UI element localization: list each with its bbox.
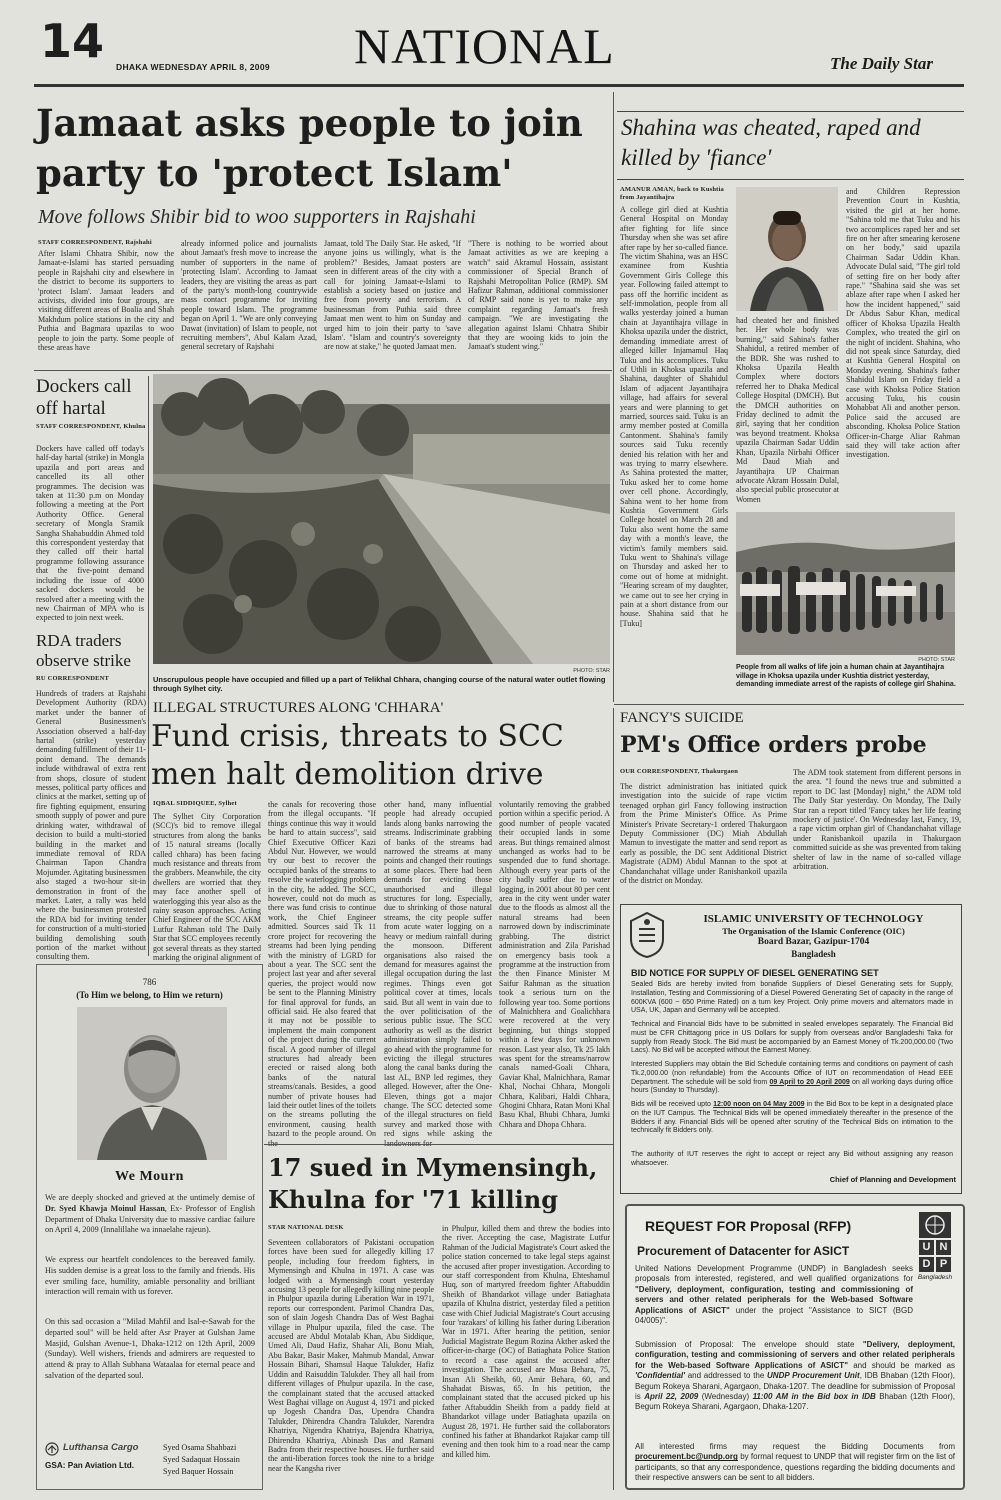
mourn-p3: On this sad occasion a "Milad Mahfil and Isal-e-Sawab for the departed soul" will be held after Asr Prayer at Gulshan Jame Masjid, Gulshan Avenue-1, Dhaka-1212 on 12th April, 2009 (Sunday). Well wishers, friends and admirers are requested to attend & pray to Allah Subhana Wataalaa for eternal peace and salvation of the departed soul. xyxy=(45,1317,255,1380)
mourn-p1-text-b: , Ex- Professor of English Department of Dhaka University due to massive cardiac failure on April 4, 2009 (Innalillahe wa innaelahe rajeun). xyxy=(45,1203,255,1235)
jamaat-bottom-rule xyxy=(34,370,612,371)
shahina-col-2: had cheated her and finished her. Her whole body was burning," said Sahina's father Shahidul, a retired member of the BDR. She was rushed to Khoksa Upazila Health Complex where doctors referred her to Dhaka Medical College Hospital (DMCH). But the DMCH authorities on Friday declined to admit the girl, saying that her condition was beyond treatment. Khoksa upazila Chairman Sadar Uddin Khan, Upazila Nirbahi Officer Md Daud Miah and Jayantihajra UP Chairman advocate Akram Hossain Dulal, also special public prosecutor at Women xyxy=(736,316,839,504)
mourn-portrait-photo xyxy=(77,1007,227,1160)
iut-p3 xyxy=(631,1061,953,1097)
rfp-p3-text-c: by formal request to UNDP that will register firm on the list of participants, so that any correspondence, questions regarding the bidding documents and their respective answers can be sent to all bidders. xyxy=(635,1452,955,1483)
iut-p4 xyxy=(631,1101,953,1146)
fund-col-4: voluntarily removing the grabbed portion within a specific period. A good number of people vacated their occupied lands in some areas. But things remained almost unchanged as works had to be suspended due to fund shortage. Although every year parts of the city badly suffer due to water logging, in 2001 about 80 per cent area in the city went under water due to the floods as almost all the natural streams had been narrowed down by indiscriminate grabbing. The district administration and Zila Parishad on emergency basis took a programme at the instruction from the then Finance Minister M Saifur Rahman as the situation took a serious turn on the following year too. Some portions of Malnichhera and Goalichhara were recovered at the very beginning, but things stopped within a few days for unknown reason. Last year also, Tk 25 lakh was spent for the streams/narrow canals named-Goali Chhara, Gaviar Khal, Malnichhara, Ramar Khal, Nochai Chhara, Mongoli Chhara, Kalibari, Haldi Chhara, Ghogini Chhara, Ratan Moni Khal Basu Khal, Bhubi Chhara, Jumki Chhara and Dhopa Chhara. xyxy=(499,800,610,1129)
rfp-p2-text-i: (Wednesday) xyxy=(698,1392,753,1402)
jamaat-headline: Jamaat asks people to join party to 'protect Islam' xyxy=(36,101,583,195)
mourn-p1 xyxy=(45,1193,255,1249)
sued-col-1: Seventeen collaborators of Pakistani occupation forces have been sued for allegedly killing 17 people, including four freedom fighters, in Mymensingh and Khulna in 1971. A case was lodged with a Mymensingh court yesterday accusing 13 people for allegedly killing nine people in Phulpur upazila during Liberation War in 1971, reports our correspondent. Parimol Chandra Das, son of slain Jogesh Chandra Das of West Baghai village in Phulpur upazila, filed the case. The accused are Abdul Motalab Khan, Abu Siddique, Umed Ali, Daud Hafiz, Shahar Ali, Bonu Miah, Abu Bakar, Basir Maker, Mahmub Mandal, Anwar Hossain Bihari, Shamsul Haque Talukder, Hafiz Uddin and Raisuddin Talukder. They all hail from different villages of Phulpur upazila. In the case, the complainant stated that the accused attacked West Baghai village on August 4, 1971 and picked up Jogesh Chandra Das, Upendra Chandra Talukder, Dhirendra Chandra Talukder, Narendra Khatriya, Nigendra Khatriya, Bajendra Khatriya, Dhirendra Khatriya, Abinash Das and Ramani Badra from their respective houses. He further said the anti-liberation forces took the nine to a bridge near the Kangsha river xyxy=(268,1238,434,1473)
gsa-text: GSA: Pan Aviation Ltd. xyxy=(45,1461,135,1470)
iut-address: Board Bazar, Gazipur-1704 xyxy=(757,937,870,947)
mourn-title: We Mourn xyxy=(115,1169,184,1184)
iut-p5: The authority of IUT reserves the right to accept or reject any Bid without assigning any reason whatsoever. xyxy=(631,1151,953,1167)
dockers-body: Dockers have called off today's half-day hartal (strike) in Mongla upazila and port areas and cancelled its all other programmes. The decision was taken at 11:30 p.m on Monday following a meeting at the Port Authority Office. General secretary of Mongla Sramik Sangha Shahabuddin Ahmed told this correspondent yesterday that they called off their hartal programme following assurance that the five-point demand including the issue of 4000 sacked dockers would be resolved after a meeting with the new Chairman of MPA who is expected to join next week. xyxy=(36,444,144,623)
rfp-p2-deadline-time: 11:00 AM in the Bid box in IDB xyxy=(752,1392,876,1402)
pm-col-1: The district administration has initiated quick investigation into the suicide of rape victim teenaged orphan girl Fancy following instruction from the Prime Minister's Office. As Prime Minister's Private Secretary-1 ordered Thakurgaon Deputy Commissioner (DC) Miah Abdullah Mamun to investigate the matter and send report as early as possible, the DC sent Additional District Magistrate (ADM) Abdul Mannan to the spot at Chandanchahat village under Ranishankoil upazila of the district on Monday. xyxy=(620,782,787,886)
masthead-rule xyxy=(34,84,964,87)
signatory-3: Syed Baquer Hossain xyxy=(163,1467,234,1476)
iut-signature: Chief of Planning and Development xyxy=(829,1175,956,1184)
paper-name: The Daily Star xyxy=(830,54,933,73)
rfp-p2-confidential: 'Confidential' xyxy=(635,1371,686,1381)
rda-headline: RDA traders observe strike xyxy=(36,631,131,670)
dockers-headline: Dockers call off hartal xyxy=(36,376,132,419)
human-chain-svg xyxy=(736,512,955,655)
lufthansa-logo xyxy=(45,1441,155,1457)
section-title: NATIONAL xyxy=(354,18,615,74)
rfp-p2-text-a: Submission of Proposal: The envelope should state xyxy=(635,1340,863,1349)
rfp-p2-text-g: , IDB Bhaban (12th Floor), Begum Rokeya Sharani, Agargaon, Dhaka-1207. The deadline for submission of Proposal is xyxy=(635,1371,955,1402)
sued-col-2: in Phulpur, killed them and threw the bodies into the river. Accepting the case, Magistrate Lutfur Rahman of the Judicial Magistrate's Court asked the police station concerned to take legal steps against the accused after proper investigation. According to our staff correspondent from Khulna, Ehteshamul Huq, son of martyred freedom fighter Aftabuddin Sheikh of Bhandarkot village under Batiaghata upazila of Khulna district, yesterday filed a petition case with Chief Judicial Magistrate's Court accusing four 'razakars' of killing his father during Liberation War in 1971. After hearing the petition, senior Judicial Magistrate Begum Rozina Akther asked the officer-in-charge (OC) of Batiaghata Police Station to record a case against the accused after investigation. The accused are Musa Behara, 75, Insan Ali Sheikh, 60, Amir Behara, 60, and Shahadat Biswas, 65. In his petition, the complainant stated that the accused picked up his father Aftabuddin Sheikh from a paddy field at Bhandarkot village under Batiaghata upazila on August 28, 1971. He further said the collaborators confined his father at Bhandarkot Rajakar camp till evening and then took him to a road near the camp and killed him. xyxy=(442,1224,610,1459)
iut-p1: Sealed Bids are hereby invited from bonafide Suppliers of Diesel Generating sets for Supply, Installation, Testing and Commissioning of a Diesel Powered Generating Set of capacity in the range of 600KVA (600 ~ 650 Prime Rated) on a turn key Project. Only prime movers and alternators made in USA, UK, Japan and Germany will be accepted. xyxy=(631,981,953,1015)
un-globe-icon xyxy=(919,1212,951,1238)
fund-kicker: ILLEGAL STRUCTURES ALONG 'CHHARA' xyxy=(153,700,444,716)
jamaat-byline: STAFF CORRESPONDENT, Rajshahi xyxy=(38,239,152,246)
fund-bottom-rule xyxy=(264,1144,614,1145)
rfp-p2-unit: UNDP Procurement Unit xyxy=(767,1371,860,1381)
undp-logo-caption: Bangladesh xyxy=(917,1274,953,1281)
jamaat-subhead: Move follows Shibir bid to woo supporters in Rajshahi xyxy=(38,206,476,228)
iut-crest-icon xyxy=(629,911,665,959)
rfp-email-link[interactable]: procurement.bc@undp.org xyxy=(635,1452,738,1462)
iut-country: Bangladesh xyxy=(791,949,836,959)
chhara-photo-credit: PHOTO: STAR xyxy=(573,668,610,674)
rfp-p2 xyxy=(635,1340,955,1440)
iut-p4-text-b: in the Bid Box to be kept in a designated place on the IUT Campus. The Technical Bids will be opened immediately thereafter in the presence of the Bidders if any. Financial Bids will be opened after scrutiny of the Technical Bids on intimation to the technically fit Bidders only. xyxy=(631,1101,953,1135)
undp-letter-u: U xyxy=(919,1240,934,1255)
pm-col-2: The ADM took statement from different persons in the area. "I found the news true and submitted a report to DC last [Monday] night," the ADM told The Daily Star yesterday. On Monday, The Daily Star ran a report titled 'Fancy takes her life fearing mockery of justice'. On Wednesday last, Fancy, 19, a rape victim orphan girl of Chandanchahat village under Ranisbankoil upazila in Thakurgaon committed suicide as she was prevented from taking shelter of law in the name of so-called village arbitration. xyxy=(793,768,961,872)
rfp-p2-scope: "Delivery, deployment, configuration, testing and commissioning of servers and other related peripherals for the Web-based Software Applications of ASICT" xyxy=(635,1340,955,1370)
rfp-p1-text-c: under the project "Assistance to SICT (BGD 04/005)". xyxy=(635,1305,913,1326)
shahina-headline: Shahina was cheated, raped and killed by 'fiance' xyxy=(621,115,921,170)
iut-bid-deadline: 12:00 noon on 04 May 2009 xyxy=(713,1101,805,1108)
human-chain-caption: People from all walks of life join a human chain at Jayantihajra village in Khoksa upazila under Kushtia district yesterday, demanding immediate arrest of the rapists of college girl Shahina. xyxy=(736,664,956,689)
chhara-svg xyxy=(153,374,610,664)
iut-p4-text-a: Bids will be received upto xyxy=(631,1101,714,1108)
rfp-p2-text-e: and addressed to the xyxy=(685,1371,768,1381)
fund-headline: Fund crisis, threats to SCC men halt demolition drive xyxy=(151,719,564,792)
vertical-rule-right xyxy=(613,92,614,702)
jamaat-col-1: After Islami Chhatra Shibir, now the Jamaat-e-Islami has started persuading people in Rajshahi city and elsewhere in the district to become its supporters to 'protect Islam'. Jamaat leaders and activists, divided into four groups, are visiting different areas of Boalia and Shah Makhdum police stations in the city and Puthia and Bagmara upazilas to woo people to join the party. Some people of these areas have xyxy=(38,249,174,353)
sued-byline: STAR NATIONAL DESK xyxy=(268,1224,344,1231)
shahina-byline: AMANUR AMAN, back to Kushtia from Jayantihajra xyxy=(620,186,725,201)
dateline: DHAKA WEDNESDAY APRIL 8, 2009 xyxy=(116,62,270,72)
mourn-p2: We express our heartfelt condolences to the bereaved family. His sudden demise is a great loss to the family and friends. His ever smiling face, humility, amiable personality and brilliant interaction will remain with us forever. xyxy=(45,1255,255,1297)
mourn-box xyxy=(36,964,263,1490)
left-col-rule xyxy=(148,376,149,956)
shahina-portrait-photo xyxy=(736,187,838,311)
undp-rfp-box xyxy=(625,1204,965,1490)
rda-body: Hundreds of traders at Rajshahi Development Authority (RDA) market under the banner of General Businessmen's Association observed a half-day hartal (strike) yesterday demanding fulfillment of their 11-point demand. The demands include withdrawal of extra rent from shops, closure of student messes, political party offices and clinics at the market, setting up of fire fighting equipment, ensuring smooth supply of power and pure drinking water, withdrawal of decision to build a multi-storied building in the market and immediate removal of RDA Chairman Tapon Chandra Mojumder. Agitating businessmen also staged a two-hour sit-in demonstration in front of the market. Later, a rally was held where the businessmen protested the RDA bid for inviting tender for construction of a multi-storied building demolishing south portion of the market without consulting them. xyxy=(36,689,146,962)
iut-notice-title: BID NOTICE FOR SUPPLY OF DIESEL GENERATING SET xyxy=(631,968,879,978)
pm-kicker: FANCY'S SUICIDE xyxy=(620,710,744,726)
rfp-p2-text-c: and should be marked as xyxy=(848,1360,955,1370)
undp-letter-p: P xyxy=(936,1257,951,1272)
signatory-2: Syed Sadaquat Hossain xyxy=(163,1455,240,1464)
rfp-p1-text-a: United Nations Development Programme (UNDP) in Bangladesh seeks proposals from interested, registered, and well qualified organizations for xyxy=(635,1264,913,1284)
shahina-bottom-rule xyxy=(614,704,964,705)
mourn-deceased-name: Dr. Syed Khawja Moinul Hassan xyxy=(45,1203,165,1213)
undp-letter-n: N xyxy=(936,1240,951,1255)
fund-col-2: the canals for recovering those from the illegal occupants. "If things continue this way it would be hard to attain success", said Chief Executive Officer Kazi Abdul Nur. However, we would try our best to recover the occupied banks of the streams to resolve the waterlogging problem in the city, he added. The SCC, however, could not do much as there was fund crisis to continue work, the Chief Engineer admitted. Sources said Tk 11 crore project for recovering the streams had been lying pending with the ministry of LGRD for about a year. The SCC sent the project last year and after several queries, the project would now be sent to the Planning Ministry for final approval for funds, an official said. He also feared that it may not be possible to implement the main component of the project during the current fiscal. A good number of illegal structures had already been erected or raised along both banks of the natural streams/canals. Besides, a good number of private houses had laid their outlet lines of the toilets on the streams polluting the environment, causing health hazard to the people around. On xyxy=(268,800,376,1139)
page-number: 14 xyxy=(40,14,105,68)
iut-title: ISLAMIC UNIVERSITY OF TECHNOLOGY xyxy=(703,913,924,925)
mourn-p1-text-a: We are deeply shocked and grieved at the untimely demise of xyxy=(45,1193,255,1202)
rfp-title: REQUEST FOR Proposal (RFP) xyxy=(645,1218,852,1234)
pm-headline: PM's Office orders probe xyxy=(620,732,927,758)
portrait-svg xyxy=(736,187,838,311)
fund-byline: IQBAL SIDDIQUEE, Sylhet xyxy=(153,800,237,807)
fund-col-1: The Sylhet City Corporation (SCC)'s bid to remove illegal structures from along the banks of 15 natural streams (locally called chhara) has been facing much resistance and threats from the grabbers. Meanwhile, the city dwellers are worried that they may face another spell of waterlogging this year also as the rainy season approaches. Acting Chief Engineer of the SCC AKM Lutfur Rahman told The Daily Star that SCC employees recently got several threats as they started marking the original alignment of xyxy=(153,812,261,963)
sued-headline: 17 sued in Mymensingh, Khulna for '71 killing xyxy=(268,1153,598,1214)
rfp-p2-text-k: Bhaban (12th Floor), Begum Rokeya Sharani, Agargaon, Dhaka-1207. xyxy=(635,1392,955,1412)
human-chain-photo xyxy=(736,512,955,655)
shahina-col-1: A college girl died at Kushtia General Hospital on Monday after fighting for life since Thursday when she was set afire after rape by her so-called fiance. The victim Shahina, was an HSC examinee from Kushtia Government Girls College this year. Following failed attempt to pass off the horrific incident as self-immolation, people from all walks yesterday joined a human chain at Jayantihajra village in Khoksa upazila under the district, demanding immediate arrest of alleged killer Injamamul Haq Tuku and his accomplices. Tuku of Uthli in Khoksa upazila and Shahina, daughter of Shahidul Islam of adjacent Jayantihajra village, had affairs for several years and were planning to get married, sources said. Tuku is an army member posted at Comilla Cantonment. Shahina's family sources said Tuku recently denied his relation with her and was trying to marry elsewhere. As Sahina protested the matter, Tuku asked her to come home over cell phone. Accordingly, Sahina went to her home from Kushtia Government Girls College hostel on March 28 and Tuku also went home the same day with a month's leave, the victim's family members said. Tuku went to Shahina's village on Thursday and asked her to come out of home at midnight. "Hearing scream of my daughter, we came out to see her crying in pain at a short distance from our house. Shahina said that he [Tuku] xyxy=(620,205,728,628)
rfp-p1 xyxy=(635,1264,913,1340)
right-section-rule xyxy=(613,708,614,1490)
chhara-photo xyxy=(153,374,610,664)
lufthansa-text: Lufthansa Cargo xyxy=(63,1442,139,1453)
crane-icon xyxy=(45,1442,59,1456)
iut-p3-text-b: on all working days during office hours (Sunday to Thursday). xyxy=(631,1078,953,1095)
rfp-p3 xyxy=(635,1442,955,1486)
masthead xyxy=(34,14,964,84)
rfp-p3-text-a: All interested firms may request the Bidding Documents from xyxy=(635,1442,955,1451)
signatory-1: Syed Osama Shahbazi xyxy=(163,1443,237,1452)
mourn-portrait-svg xyxy=(77,1007,227,1160)
iut-p3-text-a: Interested Suppliers may obtain the Bid Schedule containing terms and conditions on payment of cash Tk.2,000.00 (non refundable) from the Accounts Office of IUT on recommendation of Head EEE Department. The schedule will be sold from xyxy=(631,1061,953,1086)
iut-notice-box xyxy=(620,904,962,1194)
jamaat-col-3: Jamaat, told The Daily Star. He asked, "If anyone joins us willingly, what is the problem?" Besides, Jamaat posters are seen in different areas of the city with a call for joining Jamaat-e-Islami to establish a society based on justice and free from poverty and terrorism. A businessman from Puthia said three Jamaat men went to him on Sunday and urged him to join their party to 'save Islam'. "Islam and country's sovereignty are now at stake," he quoted Jamaat men. xyxy=(324,239,461,352)
shahina-col-3: and Children Repression Prevention Court in Kushtia, visited the girl at her home. "Sahina told me that Tuku and his two accomplices raped her and set fire on her after smearing kerosene on her body," said upazila Chairman Sadar Uddin Khan. Advocate Dulal said, "The girl told of setting fire on her body after rape." "Shahina said she was set ablaze after rape when I asked her how the incident happened," said Dr Abdus Sabur Khan, medical officer of Khoksa Upazila Health Complex, who treated the girl on the night of incident. Shahina, who did not speak since Saturday, died at Kushtia General Hospital on Monday evening. Shahina's father Shahidul Islam on Friday field a case with Khoksa Police Station accusing Tuku, his cousin Mohabbat Ali and another person. Police said the accused are absconding. Khoksa Police Station Officer-in-Charge Aliar Rahman said they will take action after investigation. xyxy=(846,187,960,460)
pm-byline: OUR CORRESPONDENT, Thakurgaon xyxy=(620,768,739,775)
mourn-number: 786 xyxy=(142,977,157,987)
rfp-p1-scope: "Delivery, deployment, configuration, testing and commissioning of servers and other related peripherals for the Web-based Software Applications of ASICT" xyxy=(635,1284,913,1315)
undp-letter-d: D xyxy=(919,1257,934,1272)
human-chain-photo-credit: PHOTO: STAR xyxy=(918,657,955,663)
jamaat-col-2: already informed police and journalists about Jamaat's fresh move to increase the number of supporters in the name of 'protecting Islam'. According to Jamaat leaders, they are visiting the areas as part of the party's month-long countrywide mass contact programme for inviting people toward Islam. The programme began on April 1. "We are only conveying Dawat (invitation) of Islam to people, not recruiting members", Abul Kalam Azad, general secretary of Rajshahi xyxy=(181,239,317,352)
iut-org: The Organisation of the Islamic Conference (OIC) xyxy=(722,926,905,936)
fund-col-3: other hand, many influential people had already occupied lands along banks narrowing the streams. Indiscriminate grabbing of banks of the streams had narrowed the streams at many points and changed their routings at some places. There had been demands for evicting those unauthorised and illegal structures for long. Especially, due to shrinking of those natural streams, the city people suffer from acute water logging on a heavy or medium rainfall during the monsoon. Different organisations also raised the demand for measures against the illegal occupation during the last regimes. Things even got political cover at times, locals said. But all went in vain due to the over politicisation of the serious public issue. The SCC authority as well as the district administration simply failed to go ahead with the programme for evicting the illegal structures along the canal banks during the last AL, BNP led regimes, they alleged. However, after the One-Eleven, things got a major change. The SCC detected some of the illegal structures on field survey and marked those with red signs while asking the xyxy=(384,800,492,1139)
jamaat-col-4: "There is nothing to be worried about Jamaat activities as we are keeping a watch" said Akramul Hossain, assistant commissioner of Special Branch of Rajshahi Metropolitan Police (RMP). SM Hafizur Rahman, additional commissioner of RMP said none is yet to make any complaint regarding Jamaat's fresh campaign. "We are investigating the allegation against Islami Chhatra Shibir that they are wooing kids to join the Jamaat's student wing." xyxy=(468,239,608,352)
undp-logo xyxy=(915,1212,955,1280)
iut-sale-dates: 09 April to 20 April 2009 xyxy=(769,1078,850,1086)
mourn-subtitle: (To Him we belong, to Him we return) xyxy=(76,990,223,1000)
rfp-subtitle: Procurement of Datacenter for ASICT xyxy=(637,1244,850,1258)
rfp-p2-deadline-date: April 22, 2009 xyxy=(644,1392,699,1402)
iut-p2: Technical and Financial Bids have to be submitted in sealed envelopes separately. The Financial Bid must be CFR Chittagong price in US Dollars for supply from overseas and/or Bangladeshi Taka for supply from Ready Stock. The Bid must be accompanied by an Earnest Money of Tk.200,000.00 (Two Lacs). No Bid will be accepted without the Earnest Money. xyxy=(631,1021,953,1055)
dockers-byline: STAFF CORRESPONDENT, Khulna xyxy=(36,423,146,430)
chhara-photo-caption: Unscrupulous people have occupied and filled up a part of Telikhal Chhara, changing course of the natural water outlet flowing through Sylhet city. xyxy=(153,675,606,693)
rda-byline: RU CORRESPONDENT xyxy=(36,675,110,682)
